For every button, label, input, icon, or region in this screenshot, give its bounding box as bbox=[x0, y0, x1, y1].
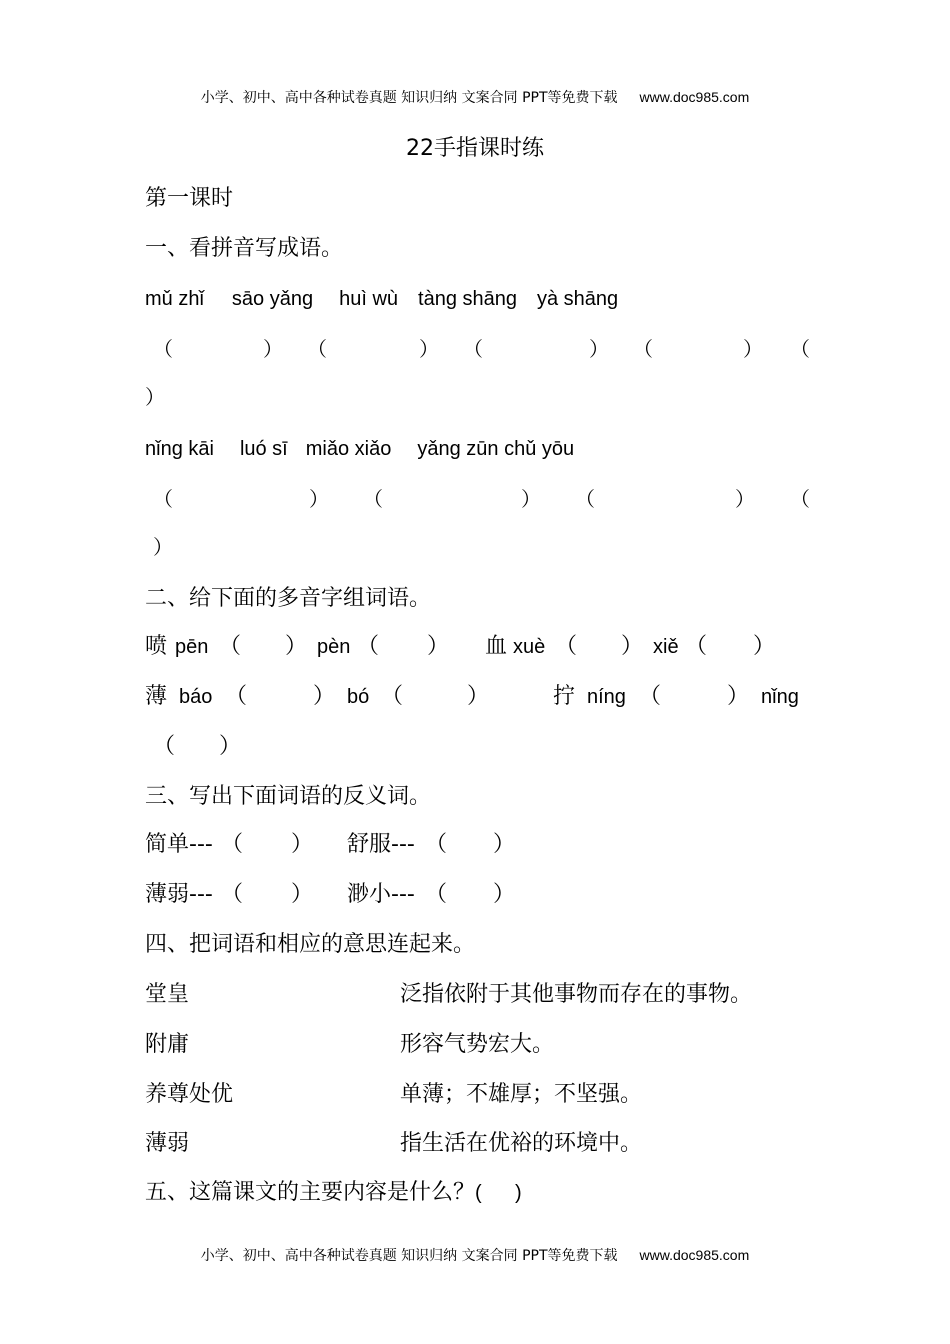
open-paren: （ bbox=[219, 634, 242, 659]
antonym-word: 渺小--- bbox=[347, 882, 415, 907]
match-meaning: 形容气势宏大。 bbox=[400, 1032, 555, 1057]
pinyin-item: huì wù bbox=[339, 288, 399, 310]
poly-char: 薄 bbox=[145, 684, 168, 709]
close-paren: ） bbox=[263, 337, 283, 361]
open-paren: （ bbox=[221, 882, 244, 907]
q5-answer-blank[interactable]: ( ) bbox=[475, 1182, 522, 1204]
open-paren: （ bbox=[425, 832, 448, 857]
close-paren: ） bbox=[419, 337, 439, 361]
open-paren: （ bbox=[790, 487, 810, 511]
pinyin-reading: xiě bbox=[653, 636, 679, 658]
open-paren: （ bbox=[555, 634, 578, 659]
close-paren: ） bbox=[727, 684, 750, 709]
close-paren: ） bbox=[291, 832, 314, 857]
document-title: 22手指课时练 bbox=[406, 136, 544, 161]
pinyin-reading: pēn bbox=[175, 636, 209, 658]
pinyin-item: miǎo xiǎo bbox=[305, 438, 392, 460]
pinyin-reading: xuè bbox=[513, 636, 546, 658]
open-paren: （ bbox=[425, 882, 448, 907]
open-paren: （ bbox=[363, 487, 383, 511]
pinyin-reading: báo bbox=[179, 686, 213, 708]
q1-heading: 一、看拼音写成语。 bbox=[145, 236, 344, 261]
pinyin-item: yà shāng bbox=[537, 288, 619, 310]
pinyin-reading: nǐng bbox=[761, 686, 799, 708]
page-footer bbox=[0, 1246, 950, 1265]
close-paren: ） bbox=[427, 634, 450, 659]
header-text: 小学、初中、高中各种试卷真题 知识归纳 文案合同 PPT等免费下载 bbox=[200, 90, 618, 106]
open-paren: （ bbox=[221, 832, 244, 857]
open-paren: （ bbox=[463, 337, 483, 361]
close-paren: ） bbox=[153, 535, 173, 559]
footer-url[interactable]: www.doc985.com bbox=[639, 1247, 750, 1263]
match-row[interactable] bbox=[145, 1030, 815, 1060]
close-paren: ） bbox=[743, 337, 763, 361]
q1-pinyin-row-1 bbox=[145, 284, 815, 314]
open-paren: （ bbox=[381, 684, 404, 709]
pinyin-item: yǎng zūn chǔ yōu bbox=[417, 438, 575, 460]
match-meaning: 单薄；不雄厚；不坚强。 bbox=[400, 1082, 643, 1107]
close-paren: ） bbox=[219, 734, 242, 759]
match-row[interactable] bbox=[145, 980, 815, 1010]
pinyin-reading: pèn bbox=[317, 636, 351, 658]
q5-heading: 五、这篇课文的主要内容是什么？ bbox=[145, 1180, 476, 1205]
close-paren: ） bbox=[145, 385, 165, 409]
close-paren: ） bbox=[589, 337, 609, 361]
open-paren: （ bbox=[225, 684, 248, 709]
match-row[interactable] bbox=[145, 1129, 815, 1159]
pinyin-item: tàng shāng bbox=[418, 288, 517, 310]
q1-answer-blanks-wrap-2 bbox=[145, 532, 815, 562]
open-paren: （ bbox=[153, 734, 176, 759]
antonym-word: 简单--- bbox=[145, 832, 213, 857]
match-meaning: 指生活在优裕的环境中。 bbox=[400, 1131, 643, 1156]
close-paren: ） bbox=[313, 684, 336, 709]
poly-char: 血 bbox=[485, 634, 508, 659]
poly-char: 拧 bbox=[553, 684, 576, 709]
q3-heading: 三、写出下面词语的反义词。 bbox=[145, 784, 432, 809]
close-paren: ） bbox=[493, 832, 516, 857]
pinyin-reading: bó bbox=[347, 686, 370, 708]
close-paren: ） bbox=[309, 487, 329, 511]
open-paren: （ bbox=[307, 337, 327, 361]
close-paren: ） bbox=[521, 487, 541, 511]
page-header bbox=[0, 88, 950, 107]
close-paren: ） bbox=[285, 634, 308, 659]
q1-answer-blanks-wrap-1 bbox=[145, 382, 815, 412]
antonym-word: 薄弱--- bbox=[145, 882, 213, 907]
pinyin-item: sāo yǎng bbox=[231, 288, 314, 310]
header-url[interactable]: www.doc985.com bbox=[639, 89, 750, 105]
pinyin-item: mǔ zhǐ bbox=[145, 288, 204, 310]
q1-pinyin-row-2 bbox=[145, 434, 815, 464]
match-meaning: 泛指依附于其他事物而存在的事物。 bbox=[400, 982, 753, 1007]
open-paren: （ bbox=[575, 487, 595, 511]
open-paren: （ bbox=[153, 487, 173, 511]
match-word: 附庸 bbox=[145, 1032, 190, 1057]
open-paren: （ bbox=[153, 337, 173, 361]
close-paren: ） bbox=[291, 882, 314, 907]
q5-line bbox=[145, 1178, 815, 1208]
open-paren: （ bbox=[633, 337, 653, 361]
footer-text: 小学、初中、高中各种试卷真题 知识归纳 文案合同 PPT等免费下载 bbox=[200, 1248, 618, 1264]
open-paren: （ bbox=[790, 337, 810, 361]
open-paren: （ bbox=[685, 634, 708, 659]
antonym-word: 舒服--- bbox=[347, 832, 415, 857]
lesson-label: 第一课时 bbox=[145, 186, 234, 211]
open-paren: （ bbox=[639, 684, 662, 709]
q2-heading: 二、给下面的多音字组词语。 bbox=[145, 586, 432, 611]
match-word: 薄弱 bbox=[145, 1131, 190, 1156]
poly-char: 喷 bbox=[145, 634, 168, 659]
match-row[interactable] bbox=[145, 1080, 815, 1110]
pinyin-reading: níng bbox=[587, 686, 626, 708]
close-paren: ） bbox=[621, 634, 644, 659]
match-word: 养尊处优 bbox=[145, 1082, 234, 1107]
close-paren: ） bbox=[467, 684, 490, 709]
close-paren: ） bbox=[735, 487, 755, 511]
q4-heading: 四、把词语和相应的意思连起来。 bbox=[145, 932, 476, 957]
pinyin-item: luó sī bbox=[239, 438, 288, 460]
match-word: 堂皇 bbox=[145, 982, 190, 1007]
close-paren: ） bbox=[753, 634, 776, 659]
pinyin-item: nǐng kāi bbox=[145, 438, 214, 460]
open-paren: （ bbox=[357, 634, 380, 659]
close-paren: ） bbox=[493, 882, 516, 907]
